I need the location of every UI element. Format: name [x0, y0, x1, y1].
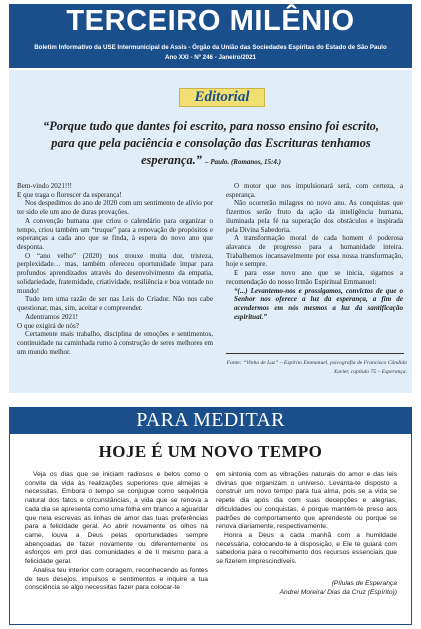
meditar-paragraph: em sintonia com as vibrações naturais do amor e das leis divinas que organizam o universo. Levanta-te disposto a construir um novo tempo para tua alma, pois se a vida se repete dia após dia com suas decepções e alegrias, dificuldades ou conquistas, é porque mantém-te preso aos padrões de comportamento que aprendeste ou porque se renova diariamente, respectivamente.	[216, 471, 397, 531]
meditar-paragraph: Honra a Deus a cada manhã com a humildade necessária, colocando-te à disposição, e Ele te guiará com sabedoria para o recolhimento dos recursos essenciais que se fizerem imprescindíveis.	[216, 532, 397, 566]
meditar-right-column	[216, 471, 397, 567]
editorial-paragraph: E para esse novo ano que se inicia, sigamos a recomendação do nosso Irmão Espiritual Emmanuel:	[226, 269, 403, 286]
editorial-paragraph: O “ano velho” (2020) nos trouxe muita dor, tristeza, perplexidade… mas, também ofereceu oportunidade ímpar para profundos aprendizados através do desenvolvimento da empatia, solidariedade, fraternidade, criatividade, resiliência e boa vontade no mundo!	[17, 251, 213, 295]
source-divider	[226, 353, 404, 354]
editorial-epigraph	[35, 118, 387, 171]
meditar-credit	[216, 580, 397, 597]
editorial-section	[9, 70, 412, 393]
section-header-para-meditar: PARA MEDITAR	[9, 407, 412, 433]
masthead	[9, 4, 412, 68]
editorial-paragraph: A convenção humana que criou o calendário para organizar o tempo, criou também um “truque” para a renovação de propósitos e esperanças a cada ano que se finda, à espera do novo ano que desponta.	[17, 216, 213, 252]
epigraph-source: – Paulo. (Romanos, 15:4.)	[205, 158, 281, 166]
epigraph-text: “Porque tudo que dantes foi escrito, para nosso ensino foi escrito, para que pela paciência e consolação das Escrituras tenhamos esperança.”	[43, 119, 379, 167]
masthead-edition: Ano XXI - Nº 246 - Janeiro/2021	[165, 54, 256, 61]
meditar-paragraph: Veja os dias que se iniciam radiosos e belos como o convite da vida às realizações superiores que almejas e necessitas. Embora o tempo se conjugue como sequência natural dos fatos e circunstâncias, a vida que se renova a cada dia se apresenta como uma folha em branco a aguardar que nela escrevas as linhas de amor das tuas preferências para a felicidade geral. Ao abrir novamente os olhos na carne, louva a Deus pelas oportunidades sempre abençoadas de fazer novamente ou diferentemente os esforços em prol das comunidades e de ti mesmo para a felicidade geral.	[25, 471, 208, 566]
editorial-source-note: Fonte: “Vinha de Luz” – Espírito Emmanuel, psicografia de Francisco Cândido Xavier, capítulo 75 – Esperança.	[226, 360, 407, 375]
editorial-paragraph: O motor que nos impulsionará será, com certeza, a esperança.	[226, 182, 403, 199]
editorial-paragraph: Adentramos 2021!	[25, 312, 78, 321]
masthead-title: TERCEIRO MILÊNIO	[66, 5, 355, 37]
meditar-left-column	[25, 471, 208, 593]
editorial-paragraph: Nos despedimos do ano de 2020 com um sentimento de alívio por ter sido ele um ano de duras provações.	[17, 199, 213, 217]
credit-line: (Pílulas de Esperança	[331, 580, 397, 587]
editorial-paragraph: O que exigirá de nós?	[17, 321, 79, 330]
editorial-paragraph: A transformação moral de cada homem é poderosa alavanca de progresso para a humanidade inteira. Trabalhemos incansavelmente por essa nossa transformação, hoje e sempre.	[226, 234, 403, 269]
editorial-right-column	[226, 182, 403, 322]
meditar-title: HOJE É UM NOVO TEMPO	[98, 442, 323, 461]
editorial-heading: Editorial	[179, 88, 265, 107]
editorial-paragraph: Tudo tem uma razão de ser nas Leis do Criador. Não nos cabe questionar, mas, sim, aceitar e compreender.	[17, 295, 213, 313]
meditar-paragraph: Analisa teu interior com coragem, reconhecendo as fontes de teus desejos, impulsos e sentimentos e inquire a tua consciência se algo necessitas fazer para colocar-te	[25, 566, 208, 592]
masthead-subtitle: Boletim Informativo da USE Intermunicipal de Assis - Órgão da União das Sociedades Espíritas do Estado de São Paulo	[34, 44, 387, 51]
editorial-left-column	[17, 182, 213, 356]
editorial-paragraph: Bem-vindo 2021!!!	[17, 182, 72, 190]
editorial-paragraph: Certamente mais trabalho, disciplina de emoções e sentimentos, continuidade na caminhada rumo à construção de seres melhores em um mundo melhor.	[17, 330, 213, 356]
meditar-section	[9, 433, 412, 625]
credit-line: Andrei Moreira/ Dias da Cruz (Espírito))	[279, 588, 397, 596]
emmanuel-quote: “(...) Levantemo-nos e prossigamos, convictos de que o Senhor nos oferece a luz da esperança, a fim de acendermos em nós mesmos a luz da santificação espiritual.”	[234, 286, 403, 321]
editorial-paragraph: Não ocorrerão milagres no novo ano. As conquistas que fizermos serão fruto da ação da inteligência humana, iluminada pela fé na superação dos obstáculos e inspirada pela Divina Sabedoria.	[226, 199, 403, 234]
editorial-paragraph: E que traga o florescer da esperança!	[17, 190, 122, 199]
